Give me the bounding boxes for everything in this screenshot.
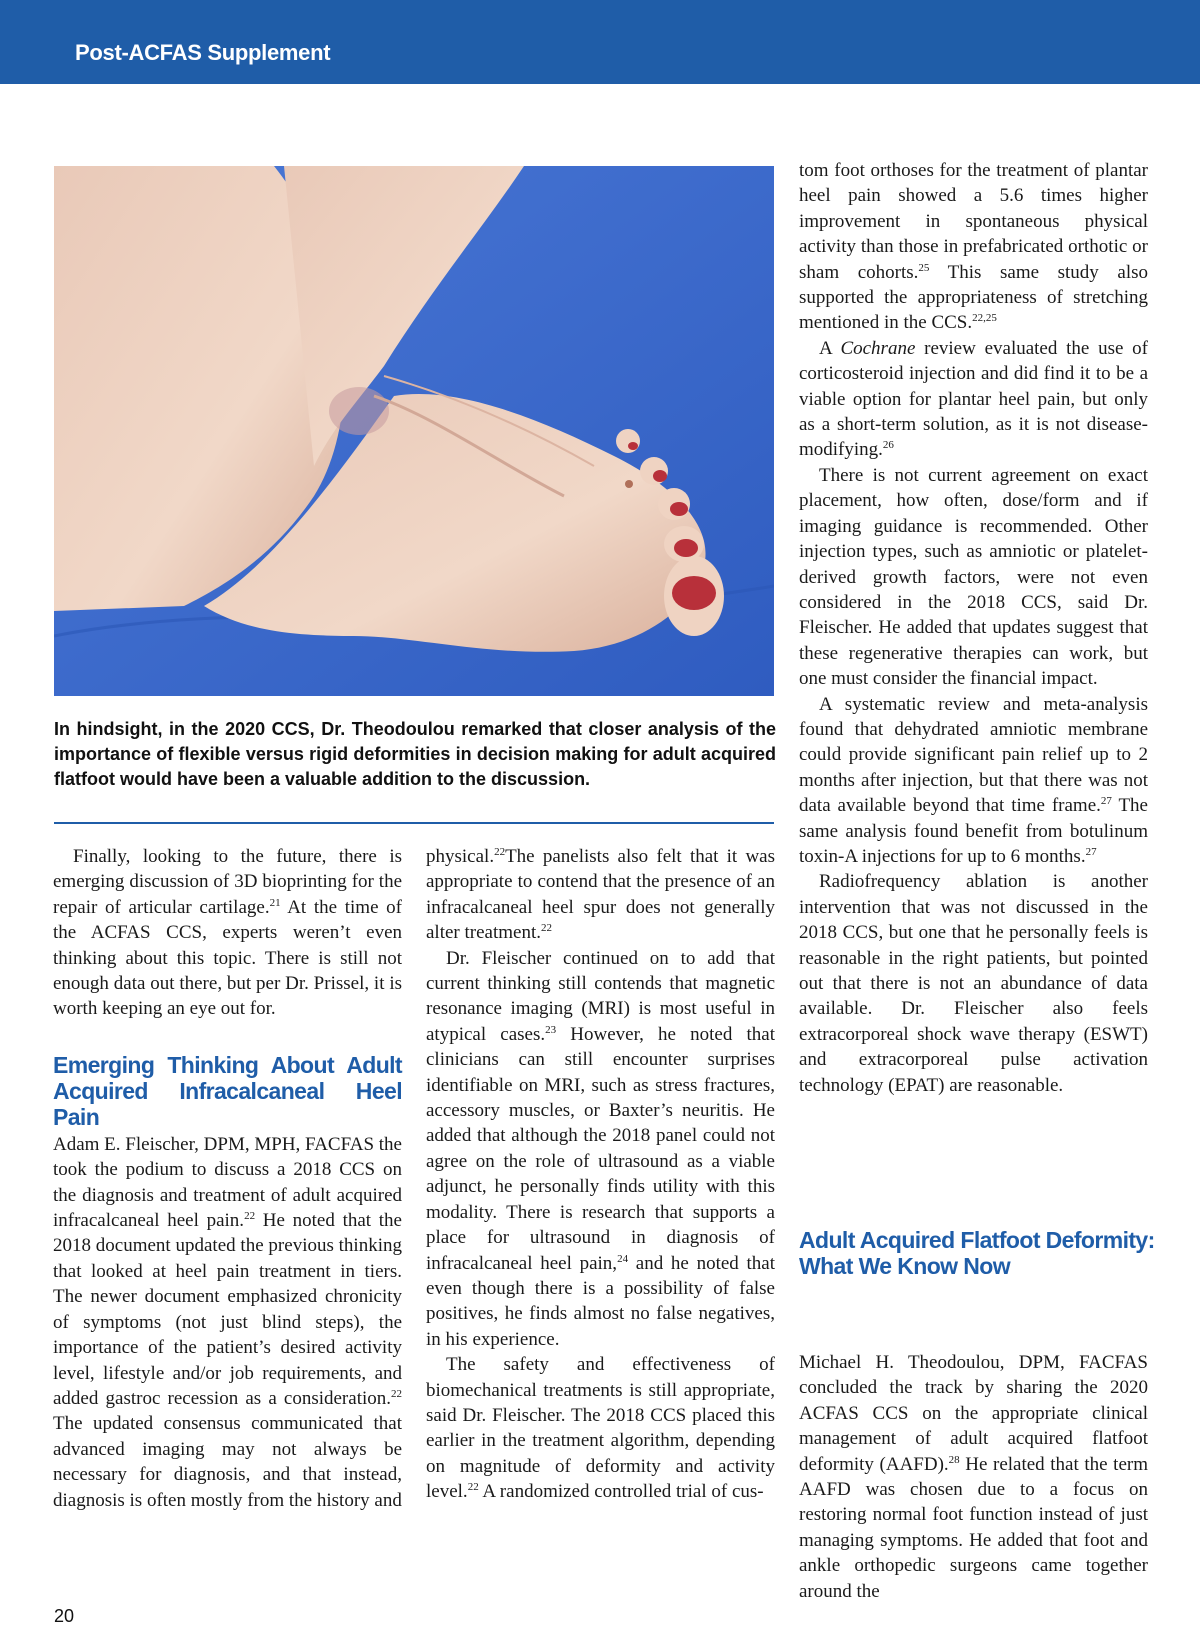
paragraph: The safety and effectiveness of biomechanical treatments is still appropriate, said Dr. Fleischer. The 2018 CCS placed this earlier in the treatment algorithm, depending on magnitude of deformity and activity level.$^{22}$ A randomized controlled trial of cus- bbox=[426, 1354, 775, 1503]
paragraph: Adam E. Fleischer, DPM, MPH, FACFAS the took the podium to discuss a 2018 CCS on the diagnosis and treatment of adult acquired infracalcaneal heel pain.$^{22}$ He noted that the 2018 document updated the previous thinking that looked at heel pain treatment in tiers. The newer document emphasized chronicity of symptoms (not just blind steps), the importance of the patient’s desired activity level, lifestyle and/or job requirements, and added gastroc recession as a consideration.$^{22}$ The updated consensus communicated that advanced imaging may not always be necessary for diagnosis, and that instead, diagnosis is often mostly from the history and bbox=[53, 1133, 402, 1511]
paragraph: A systematic review and meta-analysis found that dehydrated amniotic membrane could provide significant pain relief up to 2 months after injection, but that there was not data available beyond that time frame.$^{27}$ The same analysis found benefit from botulinum toxin-A injections for up to 6 months.$^{27}$ bbox=[799, 693, 1148, 867]
paragraph: A Cochrane review evaluated the use of corticosteroid injection and did find it to be a viable option for plantar heel pain, but only as a short-term solution, as it is not disease-modifying.$^{26}$ bbox=[799, 337, 1148, 461]
column-right-continued bbox=[799, 1350, 1148, 1604]
paragraph: physical.$^{22}$The panelists also felt that it was appropriate to contend that the presence of an infracalcaneal heel spur does not generally alter treatment.$^{22}$ bbox=[426, 846, 775, 944]
column-middle bbox=[426, 844, 775, 1505]
column-left bbox=[53, 844, 402, 1513]
paragraph: Michael H. Theodoulou, DPM, FACFAS concluded the track by sharing the 2020 ACFAS CCS on the appropriate clinical management of adult acquired flatfoot deformity (AAFD).$^{28}$ He related that the term AAFD was chosen due to a focus on restoring normal foot function instead of just managing symptoms. He added that foot and ankle orthopedic surgeons came together around the bbox=[799, 1352, 1148, 1602]
page-header bbox=[0, 0, 1200, 84]
photo-foot-flatfoot bbox=[54, 166, 774, 696]
figure-caption: In hindsight, in the 2020 CCS, Dr. Theodoulou remarked that closer analysis of the importance of flexible versus rigid deformities in decision making for adult acquired flatfoot would have been a valuable addition to the discussion. bbox=[54, 719, 776, 789]
section-heading-flatfoot: Adult Acquired Flatfoot Deformity: What We Know Now bbox=[799, 1227, 1155, 1279]
page-number: 20 bbox=[54, 1606, 75, 1626]
header-title: Post-ACFAS Supplement bbox=[75, 40, 331, 65]
paragraph: Dr. Fleischer continued on to add that current thinking still contends that magnetic resonance imaging (MRI) is most useful in atypical cases.$^{23}$ However, he noted that clinicians can still encounter surprises identifiable on MRI, such as stress fractures, accessory muscles, or Baxter’s neuritis. He added that although the 2018 panel could not agree on the role of ultrasound as a viable adjunct, he personally finds utility with this modality. There is research that supports a place for ultrasound in diagnosis of infracalcaneal heel pain,$^{24}$ and he noted that even though there is a possibility of false positives, he finds almost no false negatives, in his experience. bbox=[426, 947, 775, 1350]
paragraph: Radiofrequency ablation is another intervention that was not discussed in the 2018 CCS, but one that he personally feels is reasonable in the right patients, but pointed out that there is not an abundance of data available. Dr. Fleischer also feels extracorporeal shock wave therapy (ESWT) and extracorporeal pulse activation technology (EPAT) are reasonable. bbox=[799, 871, 1148, 1096]
paragraph: Finally, looking to the future, there is emerging discussion of 3D bioprinting for the repair of articular cartilage.$^{21}$ At the time of the ACFAS CCS, experts weren’t even thinking about this topic. There is still not enough data out there, but per Dr. Prissel, it is worth keeping an eye out for. bbox=[53, 846, 403, 1020]
paragraph: tom foot orthoses for the treatment of plantar heel pain showed a 5.6 times higher improvement in spontaneous physical activity than those in prefabricated orthotic or sham cohorts.$^{25}$ This same study also supported the appropriateness of stretching mentioned in the CCS.$^{22,25}$ bbox=[799, 160, 1148, 334]
paragraph: There is not current agreement on exact placement, how often, dose/form and if imaging guidance is recommended. Other injection types, such as amniotic or platelet-derived growth factors, were not even considered in the 2018 CCS, said Dr. Fleischer. He added that updates suggest that these regenerative therapies can work, but one must consider the financial impact. bbox=[799, 464, 1148, 690]
column-right bbox=[799, 158, 1148, 1098]
foot-illustration bbox=[54, 166, 774, 696]
section-heading-heel-pain: Emerging Thinking About Adult Acquired Infracalcaneal Heel Pain bbox=[53, 1051, 402, 1130]
caption-divider bbox=[54, 822, 774, 824]
